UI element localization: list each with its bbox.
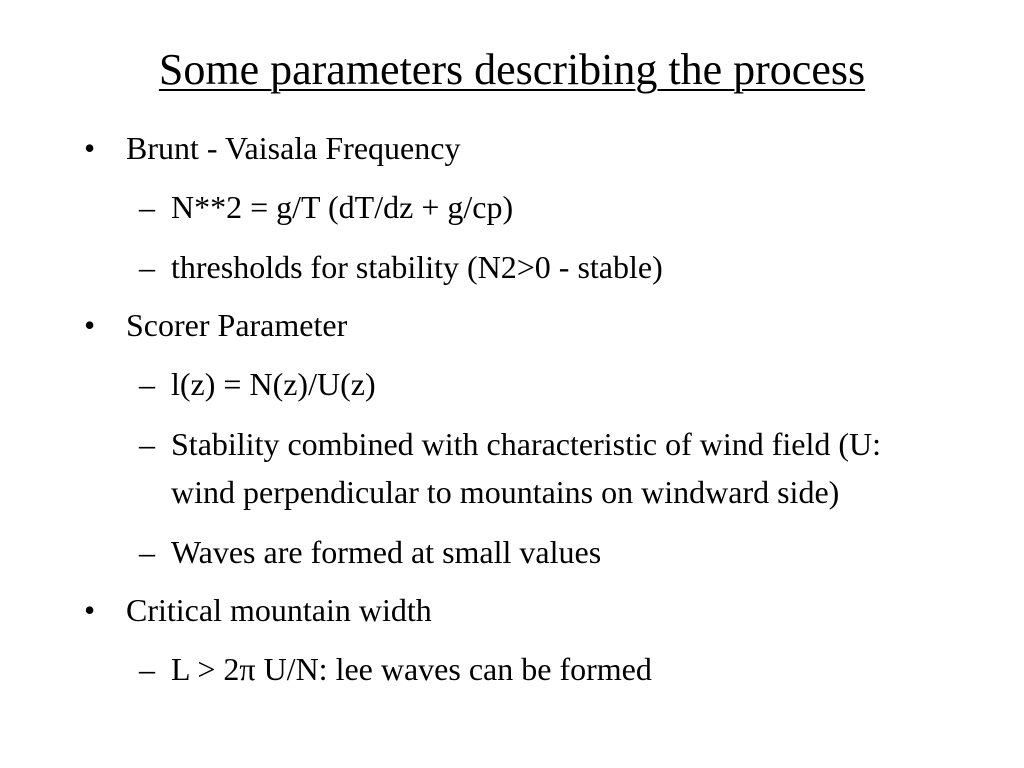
bullet-marker: • — [84, 592, 96, 628]
bullet-item — [84, 303, 944, 348]
sub-bullet-text: thresholds for stability (N2>0 - stable) — [171, 249, 663, 285]
bullet-item — [84, 126, 944, 171]
bullet-item — [84, 588, 944, 633]
sub-bullet-text: Waves are formed at small values — [171, 534, 602, 570]
bullet-text: Scorer Parameter — [126, 307, 348, 343]
slide-title: Some parameters describing the process — [158, 45, 866, 94]
bullet-text: Critical mountain width — [126, 592, 432, 628]
sub-bullet-marker: – — [139, 189, 155, 225]
sub-bullet-item — [84, 360, 944, 408]
sub-bullet-marker: – — [139, 249, 155, 285]
sub-bullet-text: N**2 = g/T (dT/dz + g/cp) — [171, 189, 514, 225]
sub-bullet-text: l(z) = N(z)/U(z) — [171, 366, 376, 402]
sub-bullet-item — [84, 420, 944, 516]
bullet-text: Brunt - Vaisala Frequency — [126, 130, 461, 166]
sub-bullet-marker: – — [139, 534, 155, 570]
sub-bullet-marker: – — [139, 426, 155, 462]
sub-bullet-item — [84, 183, 944, 231]
bullet-marker: • — [84, 130, 96, 166]
bullet-marker: • — [84, 307, 96, 343]
sub-bullet-item — [84, 528, 944, 576]
sub-bullet-text: L > 2π U/N: lee waves can be formed — [171, 651, 652, 687]
bullet-list — [84, 126, 944, 693]
sub-bullet-text: Stability combined with characteristic of wind field (U: wind perpendicular to mountains on windward side) — [171, 426, 882, 510]
sub-bullet-marker: – — [139, 651, 155, 687]
sub-bullet-item — [84, 243, 944, 291]
sub-bullet-item — [84, 645, 944, 693]
sub-bullet-marker: – — [139, 366, 155, 402]
